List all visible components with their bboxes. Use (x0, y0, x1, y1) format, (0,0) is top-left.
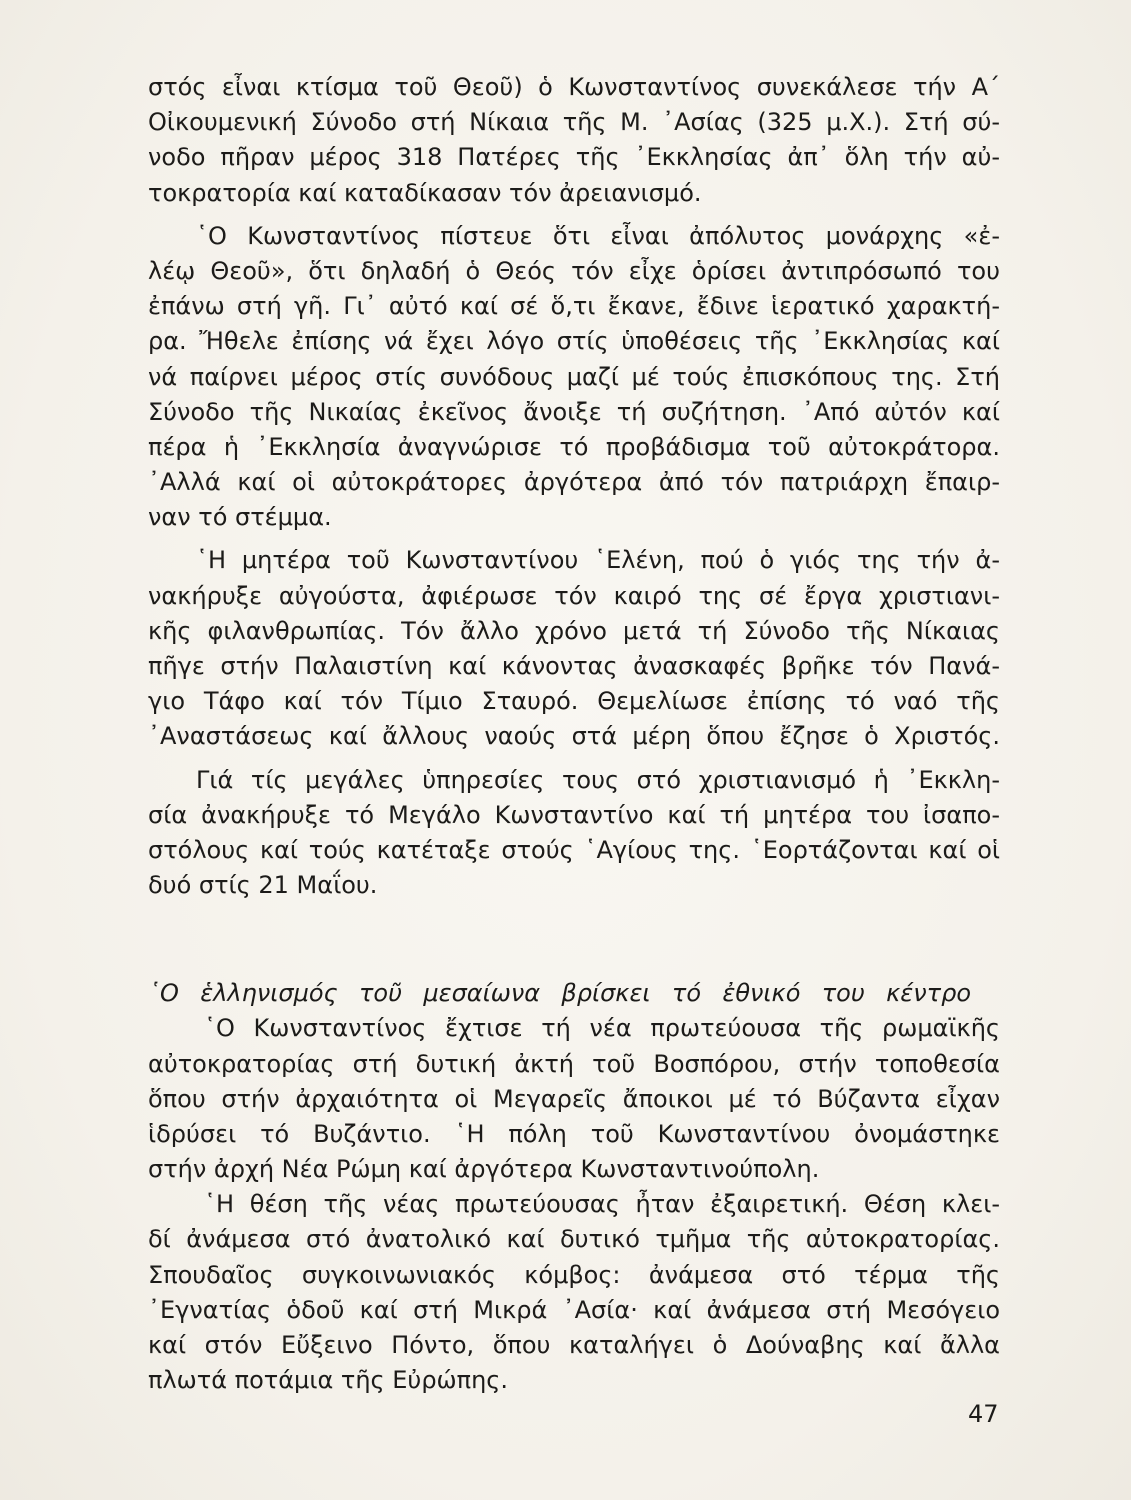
text-line: ῾Η μητέρα τοῦ Κωνσταντίνου ῾Ελένη, πού ὁ γιός της τήν ἀ- (196, 546, 1000, 575)
text-line: Σύνοδο τῆς Νικαίας ἐκεῖνος ἄνοιξε τή συζήτηση. ᾿Από αὐτόν καί (148, 397, 1000, 426)
text-line: σία ἀνακήρυξε τό Μεγάλο Κωνσταντίνο καί τή μητέρα του ἰσαπο- (148, 800, 1000, 829)
text-line: Σπουδαῖος συγκοινωνιακός κόμβος: ἀνάμεσα στό τέρμα τῆς (148, 1260, 1000, 1289)
text-line: δυό στίς 21 Μαΐου. (148, 871, 378, 900)
text-line: ᾿Αλλά καί οἱ αὐτοκράτορες ἀργότερα ἀπό τόν πατριάρχη ἔπαιρ- (148, 468, 1000, 497)
text-line: ᾿Αναστάσεως καί ἄλλους ναούς στά μέρη ὅπου ἔζησε ὁ Χριστός. (148, 722, 1000, 751)
paragraph-3 (148, 543, 1000, 754)
text-line: Γιά τίς μεγάλες ὑπηρεσίες τους στό χριστιανισμό ἡ ᾿Εκκλη- (196, 765, 1000, 794)
text-line: κῆς φιλανθρωπίας. Τόν ἄλλο χρόνο μετά τή Σύνοδο τῆς Νίκαιας (148, 616, 1000, 645)
section-heading: ῾Ο ἑλληνισμός τοῦ μεσαίωνα βρίσκει τό ἐθνικό του κέντρο (148, 979, 971, 1008)
paragraph-2 (148, 219, 1000, 536)
text-line: ῾Ο Κωνσταντίνος ἔχτισε τή νέα πρωτεύουσα τῆς ρωμαϊκῆς (204, 1014, 1000, 1043)
text-line: ναν τό στέμμα. (148, 503, 332, 532)
text-line: ῾Η θέση τῆς νέας πρωτεύουσας ἦταν ἐξαιρετική. Θέση κλει- (204, 1190, 1000, 1219)
text-line: ῾Ο Κωνσταντίνος πίστευε ὅτι εἶναι ἀπόλυτος μονάρχης «ἐ- (196, 221, 1000, 250)
text-line: καί στόν Εὔξεινο Πόντο, ὅπου καταλήγει ὁ Δούναβης καί ἄλλα (148, 1331, 1000, 1359)
text-line: αὐτοκρατορίας στή δυτική ἀκτή τοῦ Βοσπόρου, στήν τοποθεσία (148, 1049, 1000, 1078)
text-line: νά παίρνει μέρος στίς συνόδους μαζί μέ τούς ἐπισκόπους της. Στή (148, 362, 1000, 391)
text-line: ᾿Εγνατίας ὁδοῦ καί στή Μικρά ᾿Ασία· καί ἀνάμεσα στή Μεσόγειο (148, 1295, 1000, 1324)
paragraph-4 (148, 763, 1000, 904)
text-line: στός εἶναι κτίσμα τοῦ Θεοῦ) ὁ Κωνσταντίνος συνεκάλεσε τήν Α΄ (148, 73, 1000, 101)
text-line: νοδο πῆραν μέρος 318 Πατέρες τῆς ᾿Εκκλησίας ἀπ᾿ ὅλη τήν αὐ- (148, 143, 1000, 172)
text-line: γιο Τάφο καί τόν Τίμιο Σταυρό. Θεμελίωσε ἐπίσης τό ναό τῆς (148, 687, 1000, 716)
section-paragraph-1 (148, 1011, 1000, 1187)
text-line: στήν ἀρχή Νέα Ρώμη καί ἀργότερα Κωνσταντινούπολη. (148, 1155, 820, 1184)
text-line: πέρα ἡ ᾿Εκκλησία ἀναγνώρισε τό προβάδισμα τοῦ αὐτοκράτορα. (148, 432, 1000, 461)
page-number: 47 (968, 1400, 999, 1428)
text-line: ρα. Ἤθελε ἐπίσης νά ἔχει λόγο στίς ὑποθέσεις τῆς ᾿Εκκλησίας καί (148, 327, 1000, 356)
text-line: δί ἀνάμεσα στό ἀνατολικό καί δυτικό τμῆμα τῆς αὐτοκρατορίας. (148, 1225, 1000, 1254)
text-line: ἱδρύσει τό Βυζάντιο. ῾Η πόλη τοῦ Κωνσταντίνου ὀνομάστηκε (148, 1119, 1000, 1148)
text-line: νακήρυξε αὐγούστα, ἀφιέρωσε τόν καιρό της σέ ἔργα χριστιανι- (148, 581, 1000, 610)
text-line: στόλους καί τούς κατέταξε στούς ῾Αγίους της. ῾Εορτάζονται καί οἱ (148, 835, 1000, 864)
text-line: ὅπου στήν ἀρχαιότητα οἱ Μεγαρεῖς ἄποικοι μέ τό Βύζαντα εἶχαν (148, 1084, 1000, 1113)
text-line: Οἰκουμενική Σύνοδο στή Νίκαια τῆς Μ. ᾿Ασίας (325 μ.Χ.). Στή σύ- (148, 108, 1000, 137)
section-paragraph-2 (148, 1187, 1000, 1398)
text-line: πῆγε στήν Παλαιστίνη καί κάνοντας ἀνασκαφές βρῆκε τόν Πανά- (148, 652, 1000, 680)
body-text (148, 70, 1000, 1398)
text-line: πλωτά ποτάμια τῆς Εὐρώπης. (148, 1366, 509, 1395)
text-line: ἐπάνω στή γῆ. Γι᾿ αὐτό καί σέ ὅ,τι ἔκανε, ἔδινε ἱερατικό χαρακτή- (148, 292, 1000, 321)
text-line: λέῳ Θεοῦ», ὅτι δηλαδή ὁ Θεός τόν εἶχε ὁρίσει ἀντιπρόσωπό του (148, 256, 1000, 285)
paragraph-1 (148, 70, 1000, 211)
text-line: τοκρατορία καί καταδίκασαν τόν ἀρειανισμό. (148, 178, 702, 207)
